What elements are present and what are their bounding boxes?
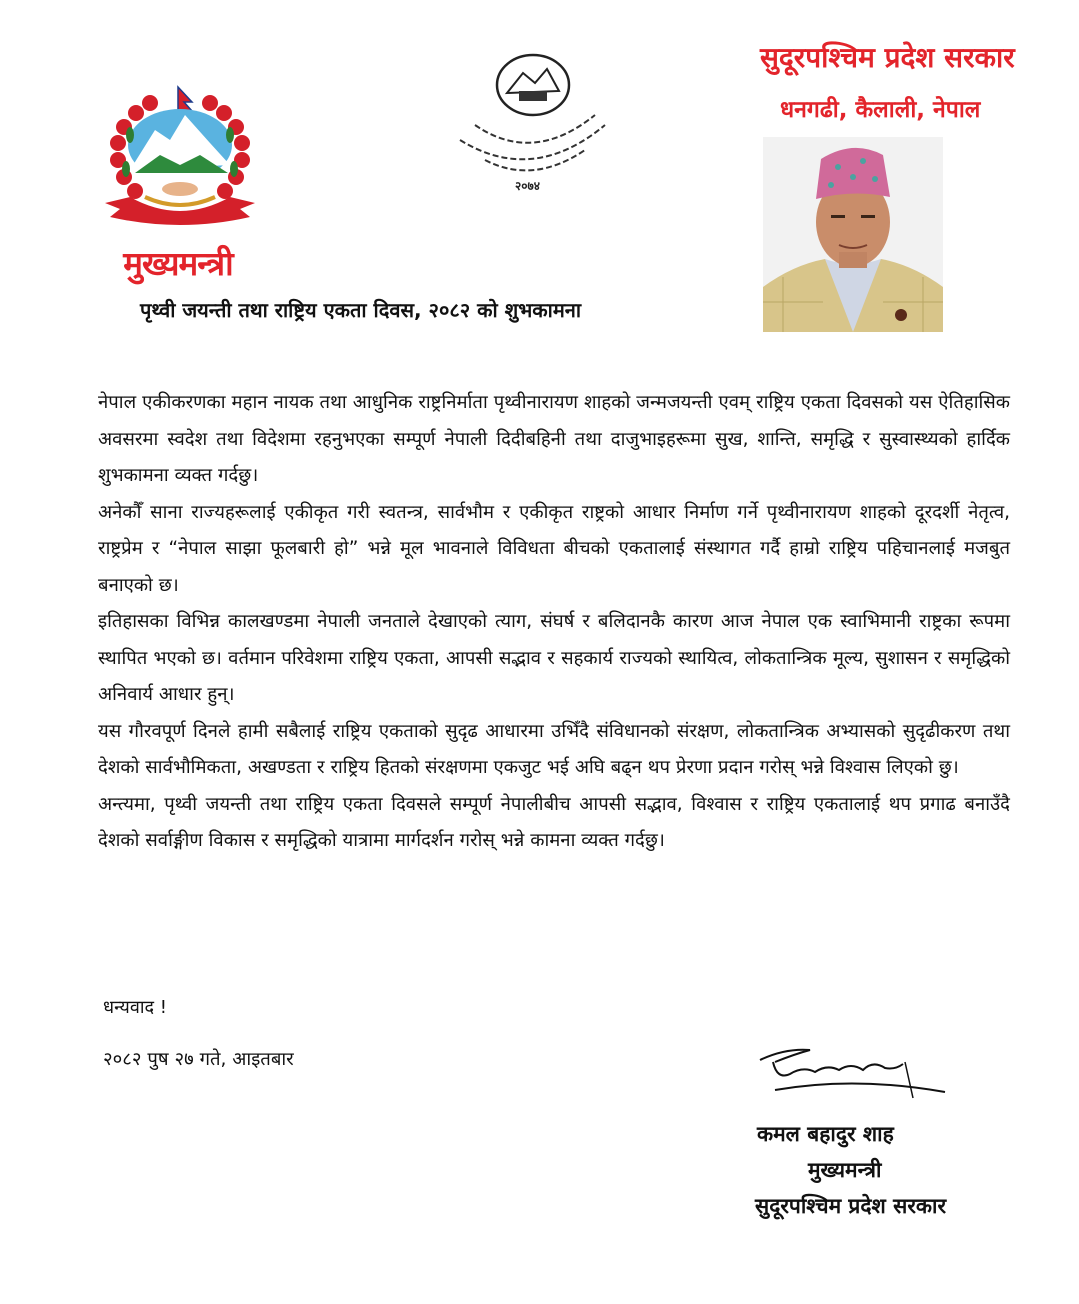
signer-office: सुदूरपश्चिम प्रदेश सरकार — [755, 1194, 947, 1218]
greeting-headline: पृथ्वी जयन्ती तथा राष्ट्रिय एकता दिवस, २०८२ को शुभकामना — [140, 298, 582, 322]
office-stamp — [445, 45, 620, 195]
nepal-emblem-logo — [100, 85, 260, 235]
government-location: धनगढी, कैलाली, नेपाल — [780, 97, 981, 123]
message-paragraph: इतिहासका विभिन्न कालखण्डमा नेपाली जनताले देखाएको त्याग, संघर्ष र बलिदानकै कारण आज नेपाल एक स्वाभिमानी राष्ट्रका रूपमा स्थापित भएको छ। वर्तमान परिवेशमा राष्ट्रिय एकता, आपसी सद्भाव र सहकार्य राज्यको स्थायित्व, लोकतान्त्रिक मूल्य, सुशासन र समृद्धिको अनिवार्य आधार हुन्। — [98, 611, 1010, 705]
stamp-icon — [445, 45, 620, 195]
letter-date: २०८२ पुष २७ गते, आइतबार — [103, 1049, 294, 1070]
signature-icon — [755, 1040, 955, 1100]
message-paragraph: अन्त्यमा, पृथ्वी जयन्ती तथा राष्ट्रिय एकता दिवसले सम्पूर्ण नेपालीबीच आपसी सद्भाव, विश्वास र राष्ट्रिय एकतालाई थप प्रगाढ बनाउँदै देशको सर्वाङ्गीण विकास र समृद्धिको यात्रामा मार्गदर्शन गरोस् भन्ने कामना व्यक्त गर्दछु। — [98, 793, 1010, 851]
emblem-caption: मुख्यमन्त्री — [123, 244, 233, 283]
portrait-icon — [763, 137, 943, 332]
svg-text:२०७४: २०७४ — [515, 179, 540, 193]
closing-thanks: धन्यवाद ! — [103, 997, 167, 1018]
signer-name: कमल बहादुर शाह — [757, 1122, 894, 1146]
signer-title: मुख्यमन्त्री — [808, 1158, 882, 1182]
message-paragraph: यस गौरवपूर्ण दिनले हामी सबैलाई राष्ट्रिय एकताको सुदृढ आधारमा उभिँदै संविधानको संरक्षण, लोकतान्त्रिक अभ्यासको सुदृढीकरण तथा देशको सार्वभौमिकता, अखण्डता र राष्ट्रिय हितको संरक्षणमा एकजुट भई अघि बढ्न थप प्रेरणा प्रदान गरोस् भन्ने विश्वास लिएको छु। — [98, 720, 1010, 778]
chief-minister-photo — [763, 137, 943, 332]
message-paragraph: नेपाल एकीकरणका महान नायक तथा आधुनिक राष्ट्रनिर्माता पृथ्वीनारायण शाहको जन्मजयन्ती एवम् राष्ट्रिय एकता दिवसको यस ऐतिहासिक अवसरमा स्वदेश तथा विदेशमा रहनुभएका सम्पूर्ण नेपाली दिदीबहिनी तथा दाजुभाइहरूमा सुख, शान्ति, समृद्धि र सुस्वास्थ्यको हार्दिक शुभकामना व्यक्त गर्दछु। — [98, 392, 1010, 486]
emblem-icon — [100, 85, 260, 235]
message-paragraph: अनेकौँ साना राज्यहरूलाई एकीकृत गरी स्वतन्त्र, सार्वभौम र एकीकृत राष्ट्रको आधार निर्माण गर्ने पृथ्वीनारायण शाहको दूरदर्शी नेतृत्व, राष्ट्रप्रेम र “नेपाल साझा फूलबारी हो” भन्ने मूल भावनाले विविधता बीचको एकतालाई संस्थागत गर्दै हाम्रो राष्ट्रिय पहिचानलाई मजबुत बनाएको छ। — [98, 501, 1010, 596]
government-title: सुदूरपश्चिम प्रदेश सरकार — [760, 41, 1015, 74]
handwritten-signature — [755, 1040, 955, 1100]
message-body — [98, 385, 1010, 860]
